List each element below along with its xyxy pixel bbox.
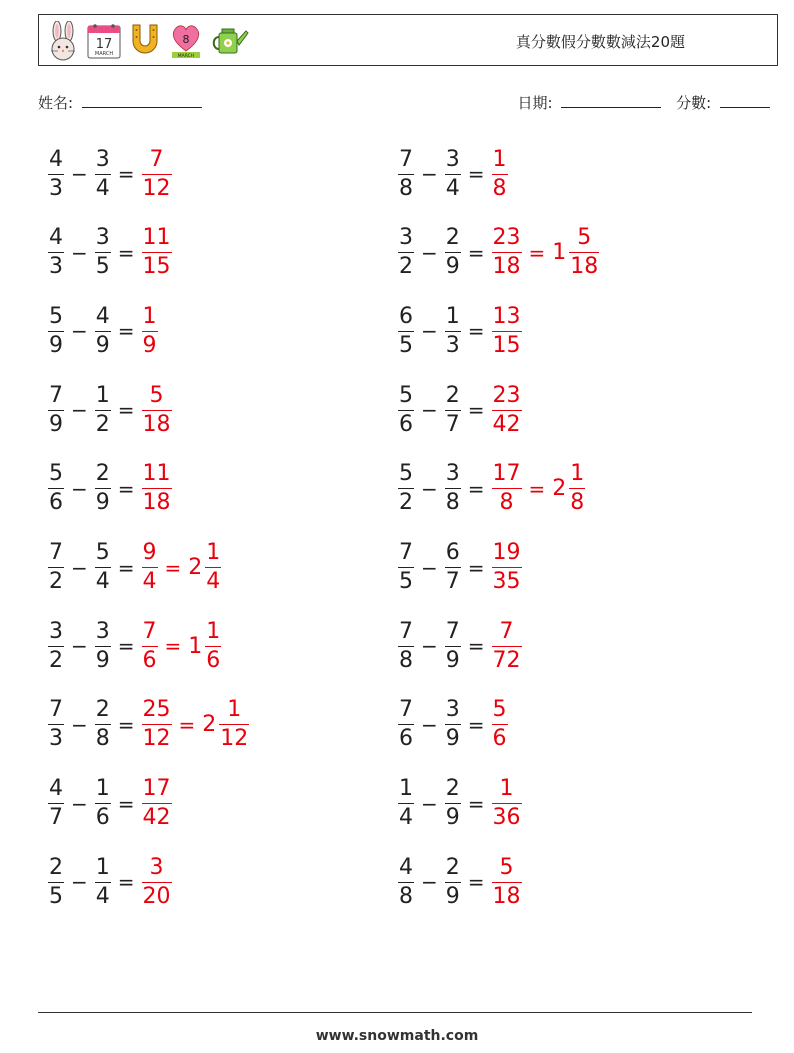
mixed-fraction-denominator: 12 xyxy=(220,726,249,752)
answer-fraction-denominator: 8 xyxy=(492,175,507,201)
answer-fraction-numerator: 9 xyxy=(142,540,157,565)
equals-sign: = xyxy=(467,398,485,423)
answer-fraction xyxy=(142,462,172,515)
mixed-equals-sign: = xyxy=(164,634,182,659)
equals-sign: = xyxy=(467,240,485,265)
mixed-whole-number: 2 xyxy=(202,712,217,738)
subtrahend-fraction-denominator: 6 xyxy=(95,805,110,831)
subtrahend-fraction-denominator: 7 xyxy=(445,569,460,594)
answer-fraction xyxy=(492,698,508,751)
subtrahend-fraction xyxy=(95,698,111,751)
answer-fraction xyxy=(142,698,172,751)
answer-fraction-denominator: 18 xyxy=(492,254,521,280)
equals-sign: = xyxy=(117,634,135,659)
answer-fraction-denominator: 36 xyxy=(492,805,521,831)
minuend-fraction-denominator: 6 xyxy=(399,411,413,437)
mixed-whole-number: 2 xyxy=(552,476,567,502)
subtrahend-fraction-numerator: 1 xyxy=(95,382,110,408)
subtrahend-fraction-numerator: 1 xyxy=(445,303,460,329)
minuend-fraction-numerator: 7 xyxy=(399,697,413,723)
subtrahend-fraction xyxy=(95,148,111,201)
minus-sign: − xyxy=(421,634,438,659)
subtrahend-fraction-numerator: 3 xyxy=(95,618,110,644)
minuend-fraction-denominator: 3 xyxy=(49,254,63,280)
minuend-fraction-denominator: 3 xyxy=(49,175,63,201)
subtrahend-fraction-numerator: 3 xyxy=(95,146,110,172)
minuend-fraction xyxy=(48,462,64,515)
mixed-fraction-numerator: 5 xyxy=(577,225,592,251)
subtrahend-fraction-denominator: 7 xyxy=(445,411,460,437)
mixed-equals-sign: = xyxy=(164,555,182,580)
answer-fraction-denominator: 9 xyxy=(142,332,157,358)
minuend-fraction-numerator: 5 xyxy=(399,461,413,487)
subtrahend-fraction xyxy=(445,698,461,751)
worksheet-title: 真分數假分數數減法20題 xyxy=(515,33,685,51)
answer-fraction-numerator: 7 xyxy=(149,146,164,172)
problem-9 xyxy=(46,457,174,521)
minuend-fraction-numerator: 7 xyxy=(399,146,413,172)
answer-fraction-numerator: 7 xyxy=(142,618,157,644)
answer-fraction-denominator: 15 xyxy=(492,332,521,358)
problem-13 xyxy=(46,614,223,678)
answer-fraction-denominator: 8 xyxy=(499,490,514,516)
equals-sign: = xyxy=(117,398,135,423)
problem-18 xyxy=(396,772,524,836)
minus-sign: − xyxy=(421,555,438,580)
subtrahend-fraction-denominator: 3 xyxy=(445,332,460,358)
answer xyxy=(140,856,174,909)
minuend-fraction-denominator: 6 xyxy=(399,726,413,752)
minuend-fraction xyxy=(398,305,414,358)
answer-fraction xyxy=(142,226,172,279)
minuend-fraction-numerator: 7 xyxy=(399,618,413,644)
equals-sign: = xyxy=(117,162,135,186)
problem-17 xyxy=(46,772,174,836)
mixed-fraction-numerator: 1 xyxy=(227,697,242,723)
minuend-fraction xyxy=(48,541,64,594)
subtrahend-fraction-denominator: 9 xyxy=(445,254,460,280)
minus-sign: − xyxy=(421,398,438,423)
subtrahend-fraction xyxy=(445,856,461,909)
subtrahend-fraction-numerator: 6 xyxy=(445,540,460,565)
minuend-fraction-numerator: 7 xyxy=(49,540,63,565)
minuend-fraction xyxy=(398,698,414,751)
minuend-fraction-numerator: 4 xyxy=(49,225,63,251)
equals-sign: = xyxy=(117,870,135,895)
problem-19 xyxy=(46,850,174,914)
equals-sign: = xyxy=(467,634,485,659)
subtrahend-fraction xyxy=(95,777,111,830)
answer xyxy=(140,777,174,830)
answer-fraction-numerator: 5 xyxy=(492,697,507,723)
mixed-equals-sign: = xyxy=(528,240,546,265)
mixed-fraction-denominator: 8 xyxy=(570,490,585,516)
equals-sign: = xyxy=(467,870,485,895)
answer xyxy=(140,698,252,751)
equals-sign: = xyxy=(467,476,485,501)
answer-fraction-denominator: 20 xyxy=(142,883,171,909)
answer-fraction-numerator: 7 xyxy=(499,618,514,644)
subtrahend-fraction xyxy=(445,384,461,437)
answer xyxy=(490,305,524,358)
subtrahend-fraction xyxy=(95,226,111,279)
minuend-fraction xyxy=(48,226,64,279)
equals-sign: = xyxy=(117,476,135,501)
subtrahend-fraction xyxy=(95,541,111,594)
answer-fraction xyxy=(142,148,172,201)
answer xyxy=(140,541,224,594)
equals-sign: = xyxy=(467,712,485,737)
problem-20 xyxy=(396,850,524,914)
answer-fraction xyxy=(492,856,522,909)
minuend-fraction xyxy=(398,541,414,594)
answer xyxy=(490,698,510,751)
answer-fraction xyxy=(142,541,158,594)
answer xyxy=(140,148,174,201)
subtrahend-fraction-denominator: 9 xyxy=(445,883,460,909)
answer-fraction-denominator: 6 xyxy=(142,647,157,673)
minus-sign: − xyxy=(71,555,88,580)
answer-fraction-numerator: 17 xyxy=(492,461,521,487)
minus-sign: − xyxy=(71,398,88,423)
minuend-fraction xyxy=(398,384,414,437)
subtrahend-fraction-numerator: 3 xyxy=(445,461,460,487)
footer-divider xyxy=(38,1012,752,1013)
minus-sign: − xyxy=(421,319,438,344)
calendar-day: 17 xyxy=(95,37,113,52)
subtrahend-fraction-denominator: 9 xyxy=(95,647,110,673)
subtrahend-fraction xyxy=(445,620,461,673)
answer xyxy=(490,856,524,909)
subtrahend-fraction-denominator: 8 xyxy=(445,490,460,516)
answer-fraction xyxy=(492,462,522,515)
minus-sign: − xyxy=(71,476,88,501)
minuend-fraction-numerator: 3 xyxy=(399,225,413,251)
answer-fraction-numerator: 3 xyxy=(149,854,164,880)
answer-fraction-numerator: 1 xyxy=(499,776,514,802)
problem-11 xyxy=(46,536,223,600)
subtrahend-fraction-numerator: 1 xyxy=(95,776,110,802)
answer-fraction xyxy=(492,384,522,437)
subtrahend-fraction xyxy=(445,541,461,594)
mixed-whole-number: 1 xyxy=(188,633,203,659)
minuend-fraction xyxy=(398,856,414,909)
problem-14 xyxy=(396,614,524,678)
mixed-fraction xyxy=(569,462,585,515)
minus-sign: − xyxy=(71,634,88,659)
answer-fraction xyxy=(142,384,172,437)
minus-sign: − xyxy=(421,870,438,895)
mixed-fraction-denominator: 18 xyxy=(570,254,599,280)
mixed-fraction xyxy=(219,698,249,751)
problem-4 xyxy=(396,221,601,285)
subtrahend-fraction-denominator: 4 xyxy=(445,175,460,201)
minuend-fraction-denominator: 5 xyxy=(399,569,413,594)
answer xyxy=(140,620,224,673)
subtrahend-fraction-numerator: 2 xyxy=(445,225,460,251)
problem-12 xyxy=(396,536,524,600)
problem-6 xyxy=(396,299,524,363)
subtrahend-fraction xyxy=(445,305,461,358)
minus-sign: − xyxy=(421,162,438,186)
answer-fraction xyxy=(142,856,172,909)
minuend-fraction xyxy=(398,777,414,830)
subtrahend-fraction-numerator: 5 xyxy=(95,540,110,565)
minuend-fraction xyxy=(48,620,64,673)
equals-sign: = xyxy=(117,791,135,816)
answer-fraction-numerator: 13 xyxy=(492,303,521,329)
minuend-fraction-numerator: 3 xyxy=(49,618,63,644)
answer xyxy=(490,384,524,437)
answer xyxy=(490,620,524,673)
name-label: 姓名: xyxy=(38,94,74,112)
minuend-fraction-numerator: 4 xyxy=(49,776,63,802)
subtrahend-fraction xyxy=(445,148,461,201)
problem-5 xyxy=(46,299,160,363)
answer-fraction-numerator: 25 xyxy=(142,697,171,723)
minuend-fraction-numerator: 7 xyxy=(49,382,63,408)
minus-sign: − xyxy=(71,712,88,737)
answer-fraction-numerator: 17 xyxy=(142,776,171,802)
heart-month: MARCH xyxy=(177,54,195,59)
answer xyxy=(140,305,160,358)
equals-sign: = xyxy=(117,712,135,737)
answer-fraction-denominator: 42 xyxy=(492,411,521,437)
subtrahend-fraction-numerator: 3 xyxy=(445,146,460,172)
answer xyxy=(490,541,524,594)
minuend-fraction-denominator: 2 xyxy=(399,490,413,516)
answer xyxy=(140,384,174,437)
minuend-fraction-numerator: 5 xyxy=(49,461,63,487)
answer-fraction xyxy=(142,305,158,358)
answer xyxy=(490,148,510,201)
minuend-fraction-denominator: 8 xyxy=(399,647,413,673)
subtrahend-fraction-denominator: 9 xyxy=(445,647,460,673)
minus-sign: − xyxy=(421,712,438,737)
score-label: 分數: xyxy=(676,94,712,112)
answer-fraction xyxy=(492,305,522,358)
equals-sign: = xyxy=(467,162,485,186)
subtrahend-fraction-numerator: 4 xyxy=(95,303,110,329)
subtrahend-fraction xyxy=(95,856,111,909)
mixed-fraction xyxy=(205,541,221,594)
answer-fraction-numerator: 1 xyxy=(492,146,507,172)
answer-fraction-denominator: 35 xyxy=(492,569,521,594)
minuend-fraction xyxy=(398,148,414,201)
minuend-fraction-denominator: 7 xyxy=(49,805,63,831)
footer-url: www.snowmath.com xyxy=(315,1028,479,1044)
minuend-fraction-denominator: 9 xyxy=(49,411,63,437)
minuend-fraction-numerator: 1 xyxy=(399,776,413,802)
minus-sign: − xyxy=(421,476,438,501)
minuend-fraction-denominator: 2 xyxy=(49,569,63,594)
subtrahend-fraction xyxy=(95,384,111,437)
minus-sign: − xyxy=(421,791,438,816)
mixed-fraction-numerator: 1 xyxy=(206,618,221,644)
mixed-equals-sign: = xyxy=(178,712,196,737)
subtrahend-fraction-denominator: 4 xyxy=(95,883,110,909)
answer-fraction xyxy=(142,777,172,830)
answer-fraction-numerator: 19 xyxy=(492,540,521,565)
answer xyxy=(490,777,524,830)
minus-sign: − xyxy=(421,240,438,265)
subtrahend-fraction-denominator: 5 xyxy=(95,254,110,280)
answer-fraction-denominator: 4 xyxy=(142,569,157,594)
minuend-fraction xyxy=(398,620,414,673)
subtrahend-fraction-numerator: 3 xyxy=(95,225,110,251)
calendar-month: MARCH xyxy=(94,51,114,57)
subtrahend-fraction-numerator: 2 xyxy=(445,776,460,802)
minuend-fraction-numerator: 5 xyxy=(49,303,63,329)
subtrahend-fraction xyxy=(445,777,461,830)
equals-sign: = xyxy=(117,319,135,344)
minus-sign: − xyxy=(71,870,88,895)
answer-fraction-numerator: 11 xyxy=(142,225,171,251)
minus-sign: − xyxy=(71,240,88,265)
subtrahend-fraction-numerator: 2 xyxy=(445,854,460,880)
problem-8 xyxy=(396,378,524,442)
minuend-fraction-denominator: 3 xyxy=(49,726,63,752)
minuend-fraction-denominator: 8 xyxy=(399,883,413,909)
minuend-fraction-numerator: 7 xyxy=(49,697,63,723)
mixed-whole-number: 1 xyxy=(552,240,567,266)
minuend-fraction-numerator: 5 xyxy=(399,382,413,408)
answer-fraction-denominator: 18 xyxy=(492,883,521,909)
subtrahend-fraction-numerator: 7 xyxy=(445,618,460,644)
minuend-fraction xyxy=(48,777,64,830)
problem-3 xyxy=(46,221,174,285)
answer-fraction-denominator: 18 xyxy=(142,411,171,437)
minuend-fraction xyxy=(48,148,64,201)
minuend-fraction-denominator: 2 xyxy=(399,254,413,280)
answer-fraction-denominator: 12 xyxy=(142,726,171,752)
minuend-fraction-denominator: 8 xyxy=(399,175,413,201)
minuend-fraction-denominator: 2 xyxy=(49,647,63,673)
problem-2 xyxy=(396,142,510,206)
subtrahend-fraction xyxy=(95,462,111,515)
answer xyxy=(490,226,602,279)
answer-fraction-numerator: 5 xyxy=(149,382,164,408)
problem-16 xyxy=(396,693,510,757)
answer-fraction-numerator: 5 xyxy=(499,854,514,880)
answer-fraction-denominator: 42 xyxy=(142,805,171,831)
subtrahend-fraction xyxy=(445,226,461,279)
equals-sign: = xyxy=(467,319,485,344)
subtrahend-fraction xyxy=(95,305,111,358)
answer-fraction-denominator: 12 xyxy=(142,175,171,201)
subtrahend-fraction-numerator: 2 xyxy=(445,382,460,408)
subtrahend-fraction-denominator: 2 xyxy=(95,411,110,437)
answer xyxy=(490,462,588,515)
subtrahend-fraction-denominator: 4 xyxy=(95,175,110,201)
subtrahend-fraction-numerator: 2 xyxy=(95,697,110,723)
equals-sign: = xyxy=(467,791,485,816)
subtrahend-fraction-numerator: 2 xyxy=(95,461,110,487)
problem-1 xyxy=(46,142,174,206)
minuend-fraction xyxy=(398,226,414,279)
mixed-fraction-numerator: 1 xyxy=(206,540,221,565)
equals-sign: = xyxy=(467,555,485,580)
minuend-fraction xyxy=(48,305,64,358)
answer-fraction-numerator: 1 xyxy=(142,303,157,329)
minuend-fraction-numerator: 7 xyxy=(399,540,413,565)
mixed-whole-number: 2 xyxy=(188,555,203,580)
subtrahend-fraction-numerator: 3 xyxy=(445,697,460,723)
minuend-fraction-denominator: 5 xyxy=(49,883,63,909)
answer-fraction xyxy=(492,541,522,594)
answer-fraction xyxy=(492,620,522,673)
mixed-fraction-denominator: 4 xyxy=(206,569,221,594)
minuend-fraction-denominator: 5 xyxy=(399,332,413,358)
equals-sign: = xyxy=(117,240,135,265)
subtrahend-fraction xyxy=(95,620,111,673)
mixed-equals-sign: = xyxy=(528,476,546,501)
minuend-fraction-denominator: 9 xyxy=(49,332,63,358)
answer-fraction-denominator: 6 xyxy=(492,726,507,752)
minuend-fraction-denominator: 6 xyxy=(49,490,63,516)
problem-7 xyxy=(46,378,174,442)
minuend-fraction-numerator: 4 xyxy=(49,146,63,172)
problem-10 xyxy=(396,457,587,521)
minuend-fraction-denominator: 4 xyxy=(399,805,413,831)
subtrahend-fraction-denominator: 9 xyxy=(95,490,110,516)
answer xyxy=(140,462,174,515)
subtrahend-fraction xyxy=(445,462,461,515)
minuend-fraction xyxy=(48,698,64,751)
equals-sign: = xyxy=(117,555,135,580)
answer xyxy=(140,226,174,279)
minus-sign: − xyxy=(71,791,88,816)
answer-fraction xyxy=(492,148,508,201)
answer-fraction xyxy=(492,226,522,279)
heart-day: 8 xyxy=(182,33,190,46)
minuend-fraction-numerator: 6 xyxy=(399,303,413,329)
subtrahend-fraction-denominator: 9 xyxy=(445,805,460,831)
minuend-fraction-numerator: 2 xyxy=(49,854,63,880)
answer-fraction-denominator: 72 xyxy=(492,647,521,673)
answer-fraction-denominator: 18 xyxy=(142,490,171,516)
subtrahend-fraction-numerator: 1 xyxy=(95,854,110,880)
minus-sign: − xyxy=(71,162,88,186)
minuend-fraction xyxy=(48,856,64,909)
mixed-fraction xyxy=(569,226,599,279)
mixed-fraction-numerator: 1 xyxy=(570,461,585,487)
date-label: 日期: xyxy=(517,94,553,112)
subtrahend-fraction-denominator: 8 xyxy=(95,726,110,752)
answer-fraction-numerator: 23 xyxy=(492,382,521,408)
mixed-fraction xyxy=(205,620,221,673)
answer-fraction-denominator: 15 xyxy=(142,254,171,280)
answer-fraction-numerator: 23 xyxy=(492,225,521,251)
answer-fraction xyxy=(492,777,522,830)
minuend-fraction-numerator: 4 xyxy=(399,854,413,880)
minuend-fraction xyxy=(48,384,64,437)
minus-sign: − xyxy=(71,319,88,344)
subtrahend-fraction-denominator: 4 xyxy=(95,569,110,594)
mixed-fraction-denominator: 6 xyxy=(206,647,221,673)
minuend-fraction xyxy=(398,462,414,515)
answer-fraction xyxy=(142,620,158,673)
problem-15 xyxy=(46,693,251,757)
answer-fraction-numerator: 11 xyxy=(142,461,171,487)
subtrahend-fraction-denominator: 9 xyxy=(445,726,460,752)
subtrahend-fraction-denominator: 9 xyxy=(95,332,110,358)
